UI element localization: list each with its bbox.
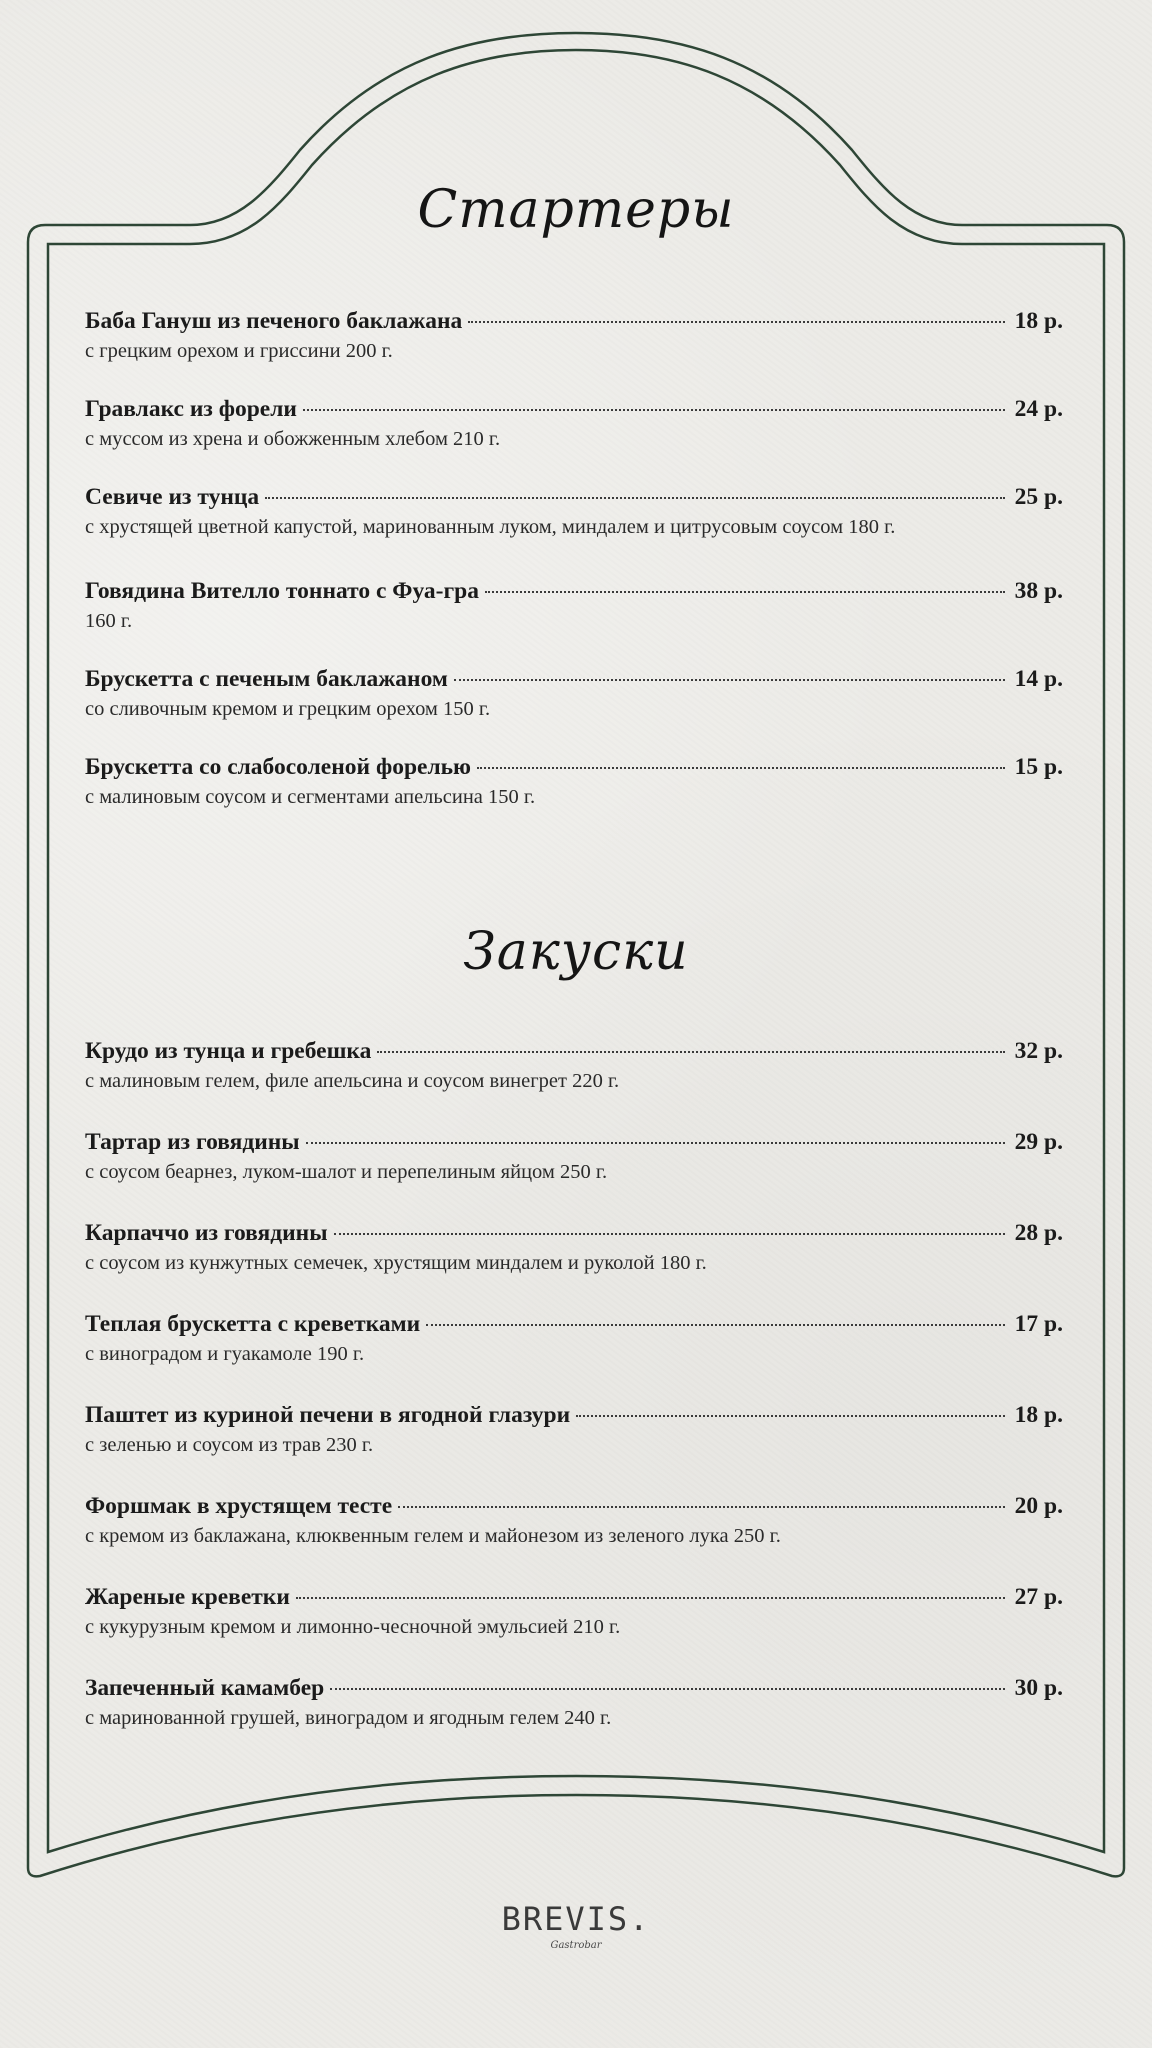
item-name: Форшмак в хрустящем тесте — [85, 1493, 393, 1519]
item-description: со сливочным кремом и грецким орехом 150 г. — [85, 698, 491, 720]
menu-item — [85, 1584, 1063, 1639]
item-name: Брускетта с печеным баклажаном — [85, 666, 448, 692]
item-description: с малиновым соусом и сегментами апельсина 150 г. — [85, 786, 536, 808]
item-description: с соусом беарнез, луком-шалот и перепелиным яйцом 250 г. — [85, 1161, 608, 1183]
leader-dots — [334, 1233, 1005, 1235]
item-price: 27 р. — [1014, 1584, 1063, 1610]
section-title-starters: Стартеры — [417, 180, 735, 240]
leader-dots — [330, 1688, 1004, 1690]
item-description: с зеленью и соусом из трав 230 г. — [85, 1434, 374, 1456]
item-price: 38 р. — [1014, 578, 1063, 604]
menu-item — [85, 1402, 1063, 1457]
item-description: с виноградом и гуакамоле 190 г. — [85, 1343, 365, 1365]
leader-dots — [303, 409, 1005, 411]
item-price: 17 р. — [1014, 1311, 1063, 1337]
leader-dots — [306, 1142, 1005, 1144]
menu-item — [85, 396, 1063, 451]
item-name: Паштет из куриной печени в ягодной глазури — [85, 1402, 571, 1428]
item-price: 15 р. — [1014, 754, 1063, 780]
leader-dots — [485, 591, 1005, 593]
item-name: Гравлакс из форели — [85, 396, 297, 422]
item-name: Говядина Вителло тоннато с Фуа-гра — [85, 578, 479, 604]
menu-item — [85, 1493, 1063, 1548]
menu-item — [85, 1129, 1063, 1184]
leader-dots — [454, 679, 1005, 681]
item-name: Запеченный камамбер — [85, 1675, 325, 1701]
brand-logo — [0, 1900, 1152, 1951]
item-price: 25 р. — [1014, 484, 1063, 510]
item-description: с грецким орехом и гриссини 200 г. — [85, 340, 393, 362]
leader-dots — [468, 321, 1004, 323]
menu-item — [85, 484, 1063, 539]
item-description: с хрустящей цветной капустой, маринованным луком, миндалем и цитрусовым соусом 180 г. — [85, 516, 896, 538]
item-description: с кремом из баклажана, клюквенным гелем и майонезом из зеленого лука 250 г. — [85, 1525, 781, 1547]
item-price: 32 р. — [1014, 1038, 1063, 1064]
item-name: Баба Гануш из печеного баклажана — [85, 308, 463, 334]
item-name: Жареные креветки — [85, 1584, 290, 1610]
leader-dots — [377, 1051, 1004, 1053]
item-name: Теплая брускетта с креветками — [85, 1311, 421, 1337]
item-price: 24 р. — [1014, 396, 1063, 422]
item-description: с маринованной грушей, виноградом и ягодным гелем 240 г. — [85, 1707, 612, 1729]
item-price: 18 р. — [1014, 1402, 1063, 1428]
item-price: 29 р. — [1014, 1129, 1063, 1155]
item-description: с малиновым гелем, филе апельсина и соусом винегрет 220 г. — [85, 1070, 620, 1092]
leader-dots — [296, 1597, 1005, 1599]
item-description: 160 г. — [85, 610, 133, 632]
menu-item — [85, 308, 1063, 363]
item-description: с кукурузным кремом и лимонно-чесночной эмульсией 210 г. — [85, 1616, 621, 1638]
leader-dots — [576, 1415, 1005, 1417]
menu-item — [85, 1311, 1063, 1366]
item-name: Тартар из говядины — [85, 1129, 300, 1155]
item-name: Карпаччо из говядины — [85, 1220, 328, 1246]
item-description: с муссом из хрена и обожженным хлебом 210 г. — [85, 428, 501, 450]
menu-item — [85, 754, 1063, 809]
section-title-snacks: Закуски — [463, 922, 689, 982]
leader-dots — [265, 497, 1005, 499]
item-price: 28 р. — [1014, 1220, 1063, 1246]
item-name: Крудо из тунца и гребешка — [85, 1038, 372, 1064]
menu-item — [85, 1675, 1063, 1730]
brand-subtitle: Gastrobar — [550, 1940, 602, 1951]
item-name: Брускетта со слабосоленой форелью — [85, 754, 472, 780]
menu-item — [85, 1220, 1063, 1275]
leader-dots — [477, 767, 1005, 769]
leader-dots — [398, 1506, 1005, 1508]
brand-name: BREVIS. — [501, 1900, 651, 1938]
item-price: 30 р. — [1014, 1675, 1063, 1701]
item-price: 20 р. — [1014, 1493, 1063, 1519]
leader-dots — [426, 1324, 1005, 1326]
menu-item — [85, 1038, 1063, 1093]
item-price: 18 р. — [1014, 308, 1063, 334]
item-description: с соусом из кунжутных семечек, хрустящим миндалем и руколой 180 г. — [85, 1252, 707, 1274]
item-price: 14 р. — [1014, 666, 1063, 692]
menu-item — [85, 578, 1063, 633]
item-name: Севиче из тунца — [85, 484, 260, 510]
menu-item — [85, 666, 1063, 721]
